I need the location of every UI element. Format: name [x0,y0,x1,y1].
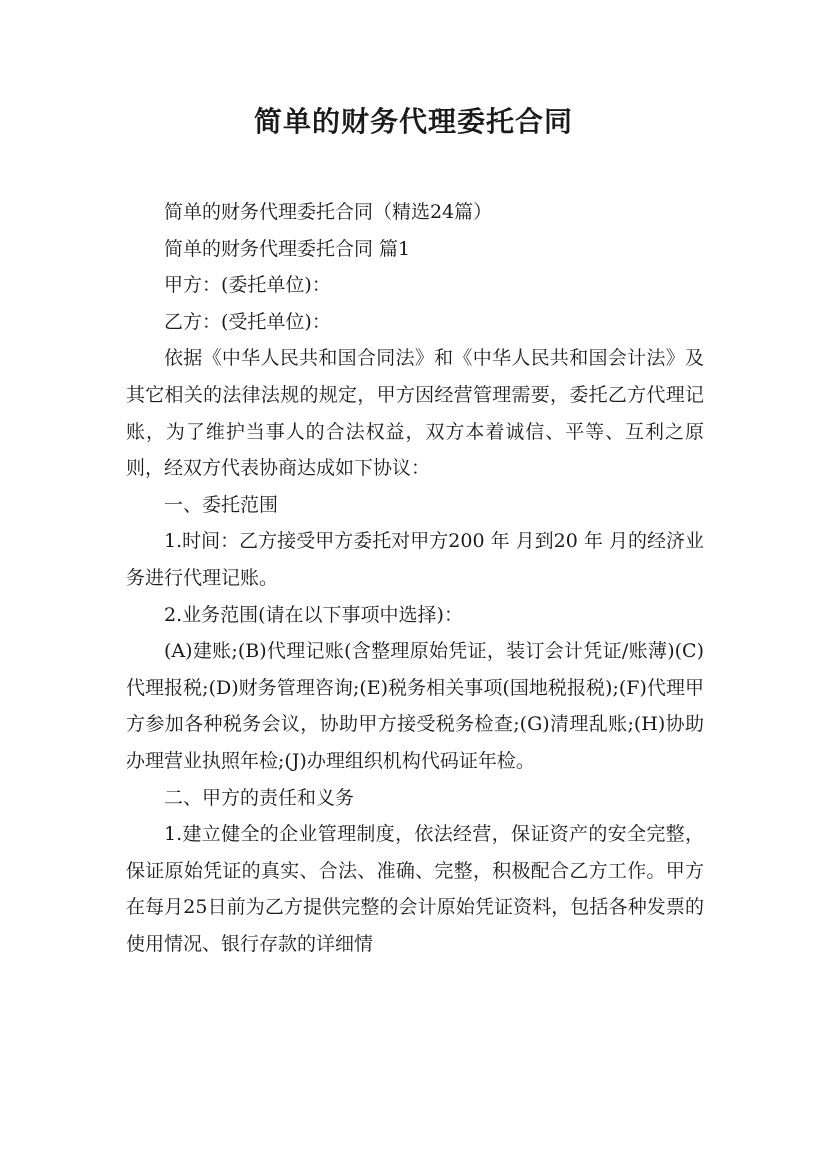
paragraph-subtitle: 简单的财务代理委托合同（精选24篇） [164,201,493,223]
document-title: 简单的财务代理委托合同 [253,105,573,138]
paragraph-scope-options: (A)建账;(B)代理记账(含整理原始凭证，装订会计凭证/账薄)(C)代理报税;(D)财务管理咨询;(E)税务相关事项(国地税报税);(F)代理甲方参加各种税务会议，协助甲方接受税务检查;(G)清理乱账;(H)协助办理营业执照年检;(J)办理组织机构代码证年检。 [126,640,704,772]
paragraph-scope-business: 2.业务范围(请在以下事项中选择)： [164,603,463,626]
paragraph-party-a-duty-1: 1.建立健全的企业管理制度，依法经营，保证资产的安全完整，保证原始凭证的真实、合法、准确、完整，积极配合乙方工作。甲方在每月25日前为乙方提供完整的会计原始凭证资料，包括各种发票的使用情况、银行存款的详细情 [126,823,704,955]
paragraph-heading-scope: 一、委托范围 [164,493,279,516]
paragraph-party-a: 甲方：(委托单位)： [164,274,331,297]
paragraph-section-heading: 简单的财务代理委托合同 篇1 [164,237,411,260]
paragraph-preamble: 依据《中华人民共和国合同法》和《中华人民共和国会计法》及其它相关的法律法规的规定，甲方因经营管理需要，委托乙方代理记账，为了维护当事人的合法权益，双方本着诚信、平等、互利之原则，经双方代表协商达成如下协议： [126,347,704,480]
paragraph-party-b: 乙方：(受托单位)： [164,310,331,333]
paragraph-scope-time: 1.时间：乙方接受甲方委托对甲方200 年 月到20 年 月的经济业务进行代理记账。 [126,530,704,589]
document-body [126,194,704,962]
paragraph-heading-party-a-duties: 二、甲方的责任和义务 [164,786,355,809]
